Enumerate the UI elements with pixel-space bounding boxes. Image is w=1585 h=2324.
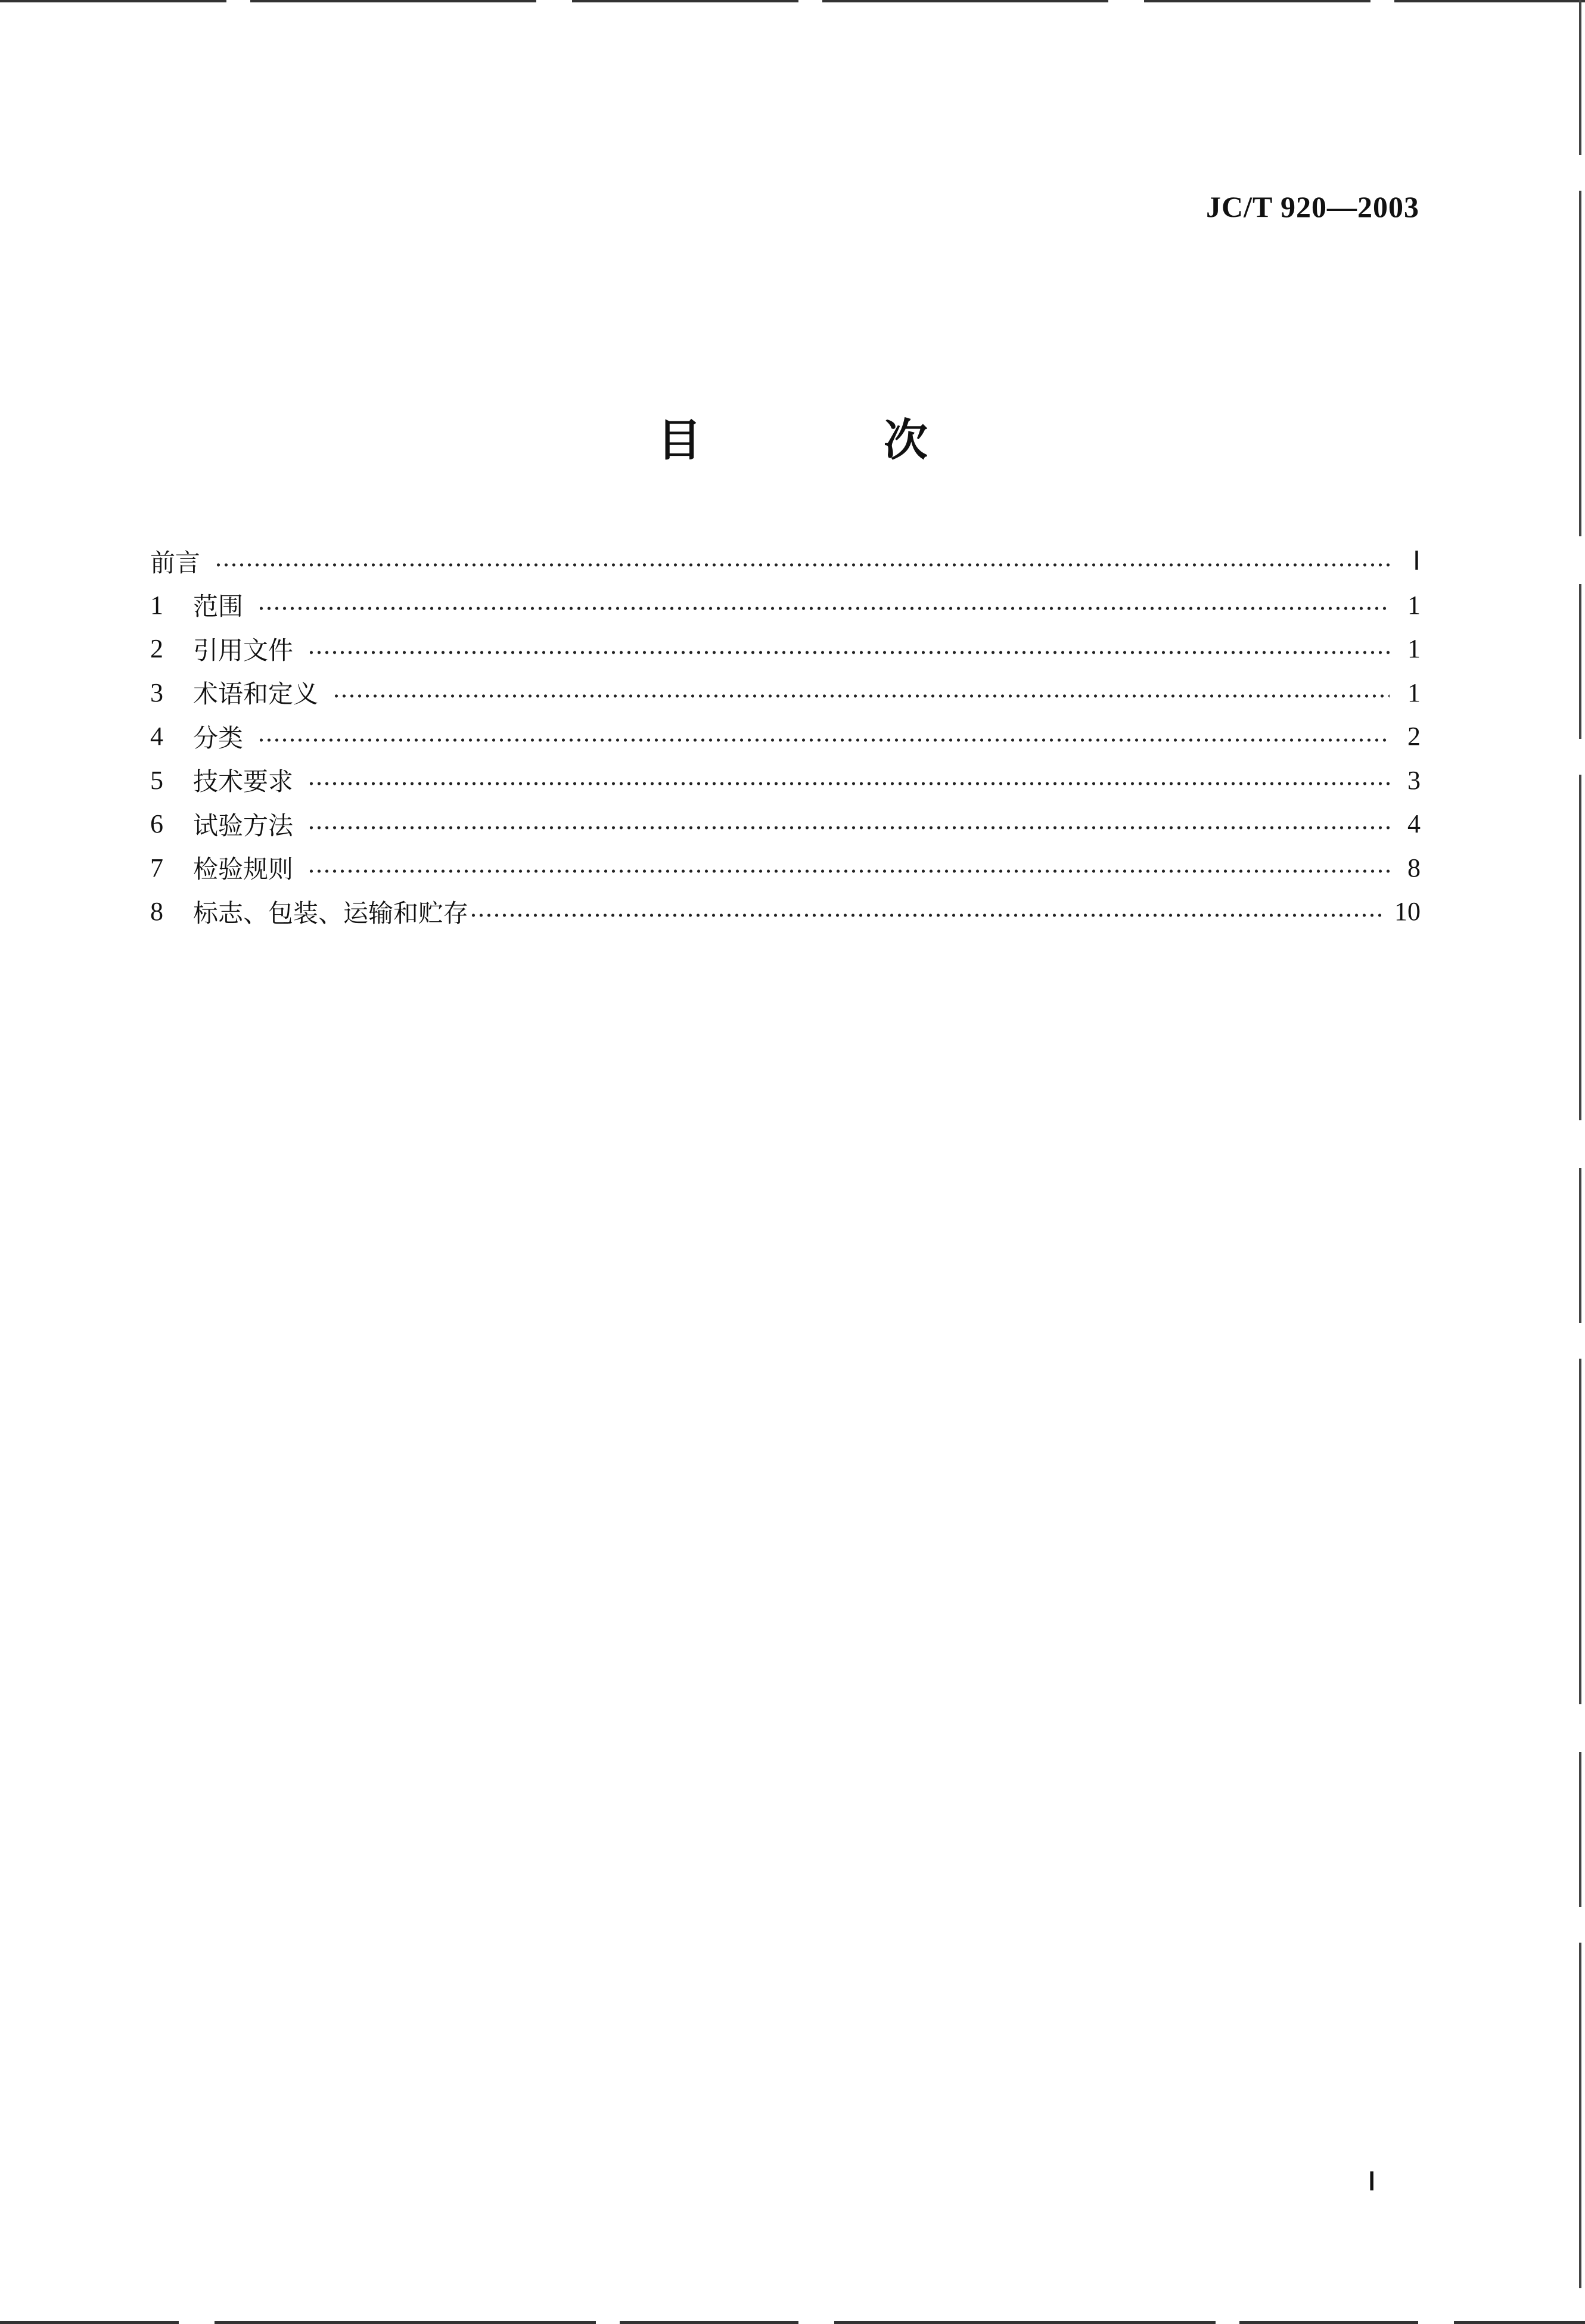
toc-entry-requirements[interactable] [150, 759, 1421, 803]
toc-entry-number: 4 [150, 722, 163, 751]
toc-entry-references[interactable] [150, 627, 1421, 671]
table-of-contents [150, 539, 1421, 934]
toc-entry-page: 2 [1407, 722, 1421, 751]
toc-leader-dots [307, 825, 1390, 830]
toc-leader-dots [307, 869, 1390, 874]
toc-entry-page: 3 [1407, 765, 1421, 795]
toc-entry-number: 1 [150, 590, 163, 620]
toc-entry-page: 8 [1407, 853, 1421, 883]
toc-leader-dots [215, 563, 1390, 567]
toc-entry-scope[interactable] [150, 583, 1421, 627]
toc-entry-label: 分类 [193, 723, 244, 753]
toc-leader-dots [257, 738, 1390, 742]
toc-entry-number: 8 [150, 897, 163, 927]
scan-border-right [1579, 0, 1581, 2324]
toc-entry-definitions[interactable] [150, 671, 1421, 715]
toc-entry-page: Ⅰ [1413, 546, 1421, 576]
toc-entry-page: 1 [1407, 678, 1421, 707]
toc-leader-dots [257, 606, 1390, 611]
toc-entry-number: 3 [150, 678, 163, 707]
toc-entry-label: 技术要求 [193, 767, 294, 797]
toc-entry-page: 4 [1407, 809, 1421, 839]
toc-entry-page: 1 [1407, 634, 1421, 664]
toc-leader-dots [470, 913, 1385, 918]
scan-border-bottom [0, 2321, 1585, 2324]
page-number: Ⅰ [1368, 2168, 1376, 2196]
toc-entry-label: 前言 [150, 548, 201, 577]
toc-entry-marking-packaging[interactable] [150, 890, 1421, 934]
toc-leader-dots [307, 650, 1390, 655]
toc-entry-number: 6 [150, 809, 163, 839]
toc-title: 目 次 [657, 415, 1011, 466]
toc-entry-label: 引用文件 [193, 635, 294, 665]
standard-code: JC/T 920—2003 [1206, 190, 1419, 223]
toc-entry-inspection-rules[interactable] [150, 846, 1421, 890]
toc-entry-number: 2 [150, 634, 163, 664]
toc-entry-label: 术语和定义 [193, 679, 319, 709]
toc-entry-classification[interactable] [150, 714, 1421, 759]
toc-leader-dots [332, 694, 1390, 698]
toc-entry-number: 5 [150, 765, 163, 795]
toc-entry-number: 7 [150, 853, 163, 883]
toc-entry-foreword[interactable] [150, 539, 1421, 583]
scan-border-top [0, 0, 1585, 2]
toc-entry-page: 1 [1407, 590, 1421, 620]
toc-entry-label: 标志、包装、运输和贮存 [193, 898, 469, 928]
toc-entry-label: 试验方法 [193, 810, 294, 840]
toc-entry-label: 范围 [193, 592, 244, 622]
toc-entry-page: 10 [1394, 897, 1421, 927]
toc-entry-test-methods[interactable] [150, 802, 1421, 846]
toc-entry-label: 检验规则 [193, 855, 294, 884]
toc-leader-dots [307, 781, 1390, 786]
